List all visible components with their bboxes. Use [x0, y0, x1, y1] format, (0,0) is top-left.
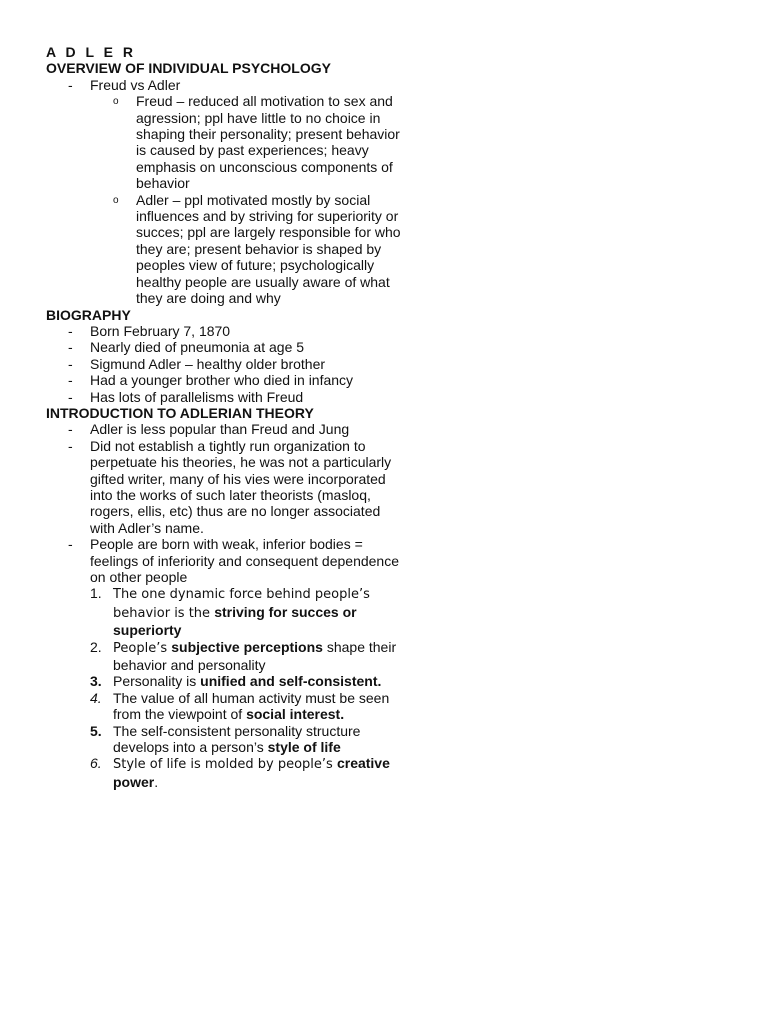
sub-list-item [46, 192, 406, 307]
list-item-text: Born February 7, 1870 [90, 322, 231, 339]
item-number: 4. [90, 689, 102, 706]
section-heading-biography: BIOGRAPHY [46, 306, 131, 323]
item-text: People’s [113, 640, 172, 656]
item-emphasis: creative power [113, 755, 390, 790]
item-text: The one dynamic force behind people’s behavior is the [113, 587, 370, 621]
list-item [46, 356, 406, 372]
bullet-marker: - [68, 322, 73, 339]
list-item-text: Had a younger brother who died in infancy [90, 372, 354, 389]
item-text: Style of life is molded by people’s [113, 757, 337, 773]
list-item [46, 77, 406, 93]
bullet-marker: - [68, 421, 73, 438]
list-item-text: Freud vs Adler [90, 76, 181, 93]
item-text: Personality is [113, 673, 201, 690]
bullet-marker: - [68, 437, 73, 454]
item-emphasis: social interest. [246, 706, 345, 723]
list-item [46, 339, 406, 355]
bullet-marker: - [68, 536, 73, 553]
numbered-item [46, 585, 406, 638]
sub-bullet-marker: o [113, 96, 119, 108]
list-item-text: Adler is less popular than Freud and Jung [90, 421, 350, 438]
numbered-item [46, 673, 406, 689]
section-heading-overview: OVERVIEW OF INDIVIDUAL PSYCHOLOGY [46, 60, 331, 77]
sub-item-text: Freud – reduced all motivation to sex and agression; ppl have little to no choice in shaping their personality; present behavior is caused by past experiences; heavy emphasis on unconscious components of behavior [136, 93, 400, 192]
item-text-tail: shape their behavior and personality [113, 638, 397, 674]
item-emphasis: unified and self-consistent. [200, 673, 382, 690]
item-text: The value of all human activity must be seen from the viewpoint of [113, 689, 390, 723]
numbered-item [46, 690, 406, 723]
numbered-item [46, 639, 406, 674]
item-number: 3. [90, 673, 102, 690]
list-item [46, 421, 406, 437]
item-emphasis: style of life [267, 739, 341, 756]
item-emphasis: subjective perceptions [171, 638, 323, 655]
numbered-item [46, 755, 406, 790]
list-item-text: Sigmund Adler – healthy older brother [90, 355, 326, 372]
bullet-marker: - [68, 372, 73, 389]
item-number: 1. [90, 585, 102, 602]
item-number: 6. [90, 755, 102, 772]
list-item [46, 389, 406, 405]
sub-item-text: Adler – ppl motivated mostly by social influences and by striving for superiority or succes; ppl are largely responsible for who they are; present behavior is shaped by peoples view of future; psychologically healthy people are usually aware of what they are doing and why [136, 191, 401, 307]
item-number: 2. [90, 638, 102, 655]
list-item [46, 438, 406, 536]
item-number: 5. [90, 722, 102, 739]
item-text-tail: . [154, 773, 159, 790]
document-page [46, 44, 406, 790]
sub-bullet-marker: o [113, 194, 119, 206]
list-item-text: People are born with weak, inferior bodies = feelings of inferiority and consequent dependence on other people [90, 536, 399, 585]
bullet-marker: - [68, 388, 73, 405]
item-text: The self-consistent personality structure develops into a person’s [113, 722, 361, 756]
list-item [46, 372, 406, 388]
list-item-text: Has lots of parallelisms with Freud [90, 388, 304, 405]
bullet-marker: - [68, 355, 73, 372]
item-emphasis: striving for succes or superiorty [113, 603, 357, 639]
section-heading-introduction: INTRODUCTION TO ADLERIAN THEORY [46, 404, 314, 421]
doc-title: A D L E R [46, 44, 137, 60]
bullet-marker: - [68, 339, 73, 356]
sub-list-item [46, 93, 406, 191]
list-item [46, 536, 406, 585]
bullet-marker: - [68, 76, 73, 93]
list-item-text: Did not establish a tightly run organization to perpetuate his theories, he was not a particularly gifted writer, many of his vies were incorporated into the works of such later theorists (masloq, rogers, ellis, etc) thus are no longer associated with Adler’s name. [90, 437, 392, 536]
numbered-item [46, 723, 406, 756]
list-item-text: Nearly died of pneumonia at age 5 [90, 339, 305, 356]
list-item [46, 323, 406, 339]
